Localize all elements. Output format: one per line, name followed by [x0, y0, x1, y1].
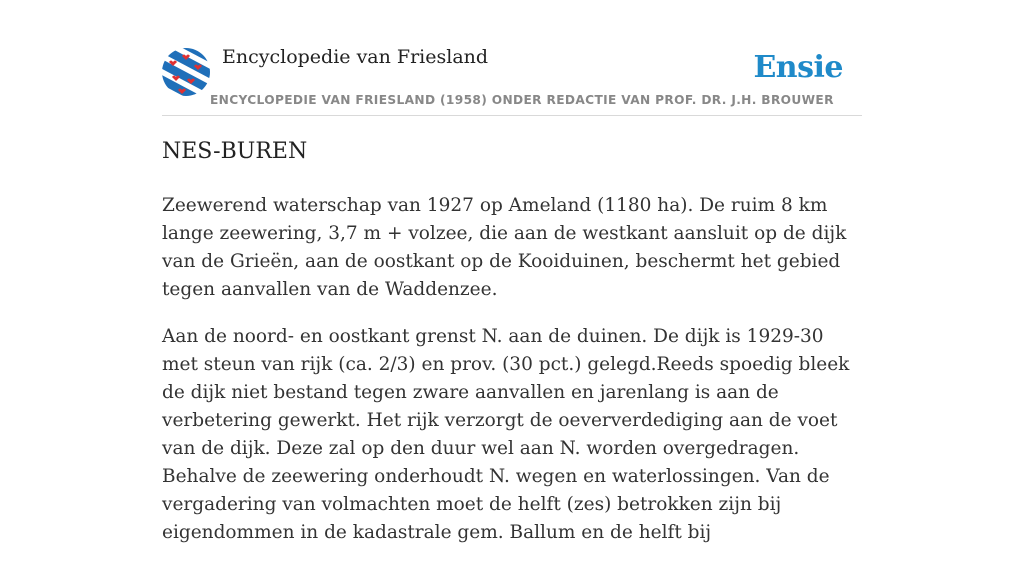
site-subtitle: ENCYCLOPEDIE VAN FRIESLAND (1958) ONDER REDACTIE VAN PROF. DR. J.H. BROUWER: [210, 93, 834, 107]
article-title: NES-BUREN: [162, 139, 308, 164]
article-paragraph: Aan de noord- en oostkant grenst N. aan de duinen. De dijk is 1929-30 met steun van rijk (ca. 2/3) en prov. (30 pct.) gelegd.Reeds spoedig bleek de dijk niet bestand tegen zware aanvallen en jarenlang is aan de verbetering gewerkt. Het rijk verzorgt de oeververdediging aan de voet van de dijk. Deze zal op den duur wel aan N. worden overgedragen. Behalve de zeewering onderhoudt N. wegen en waterlossingen. Van de vergadering van volmachten moet de helft (zes) betrokken zijn bij eigendommen in de kadastrale gem. Ballum en de helft bij: [162, 326, 850, 543]
ensie-brand-logo[interactable]: Ensie: [753, 50, 843, 85]
header-divider: [162, 115, 862, 116]
article-body: [162, 192, 864, 566]
site-header: [162, 44, 862, 116]
article-paragraph: Zeewerend waterschap van 1927 op Ameland (1180 ha). De ruim 8 km lange zeewering, 3,7 m + volzee, die aan de westkant aansluit op de dijk van de Grieën, aan de oostkant op de Kooiduinen, beschermt het gebied tegen aanvallen van de Waddenzee.: [162, 195, 847, 300]
frisian-flag-icon[interactable]: [162, 48, 210, 96]
site-name[interactable]: Encyclopedie van Friesland: [222, 46, 489, 68]
